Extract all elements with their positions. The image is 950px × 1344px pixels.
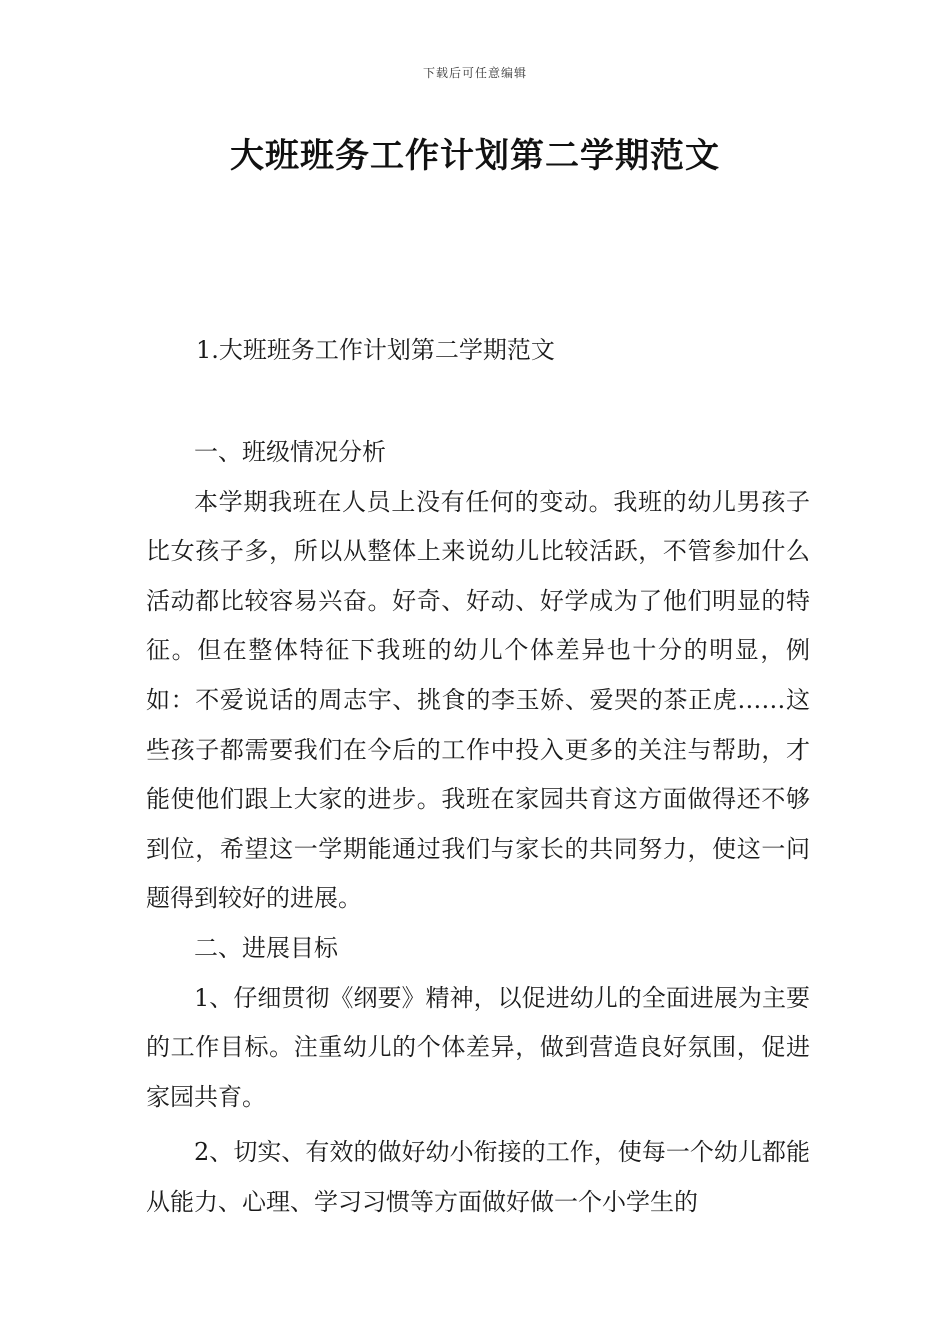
document-body <box>146 428 810 1228</box>
paragraph-goal-1: 1、仔细贯彻《纲要》精神，以促进幼儿的全面进展为主要的工作目标。注重幼儿的个体差异，做到营造良好氛围，促进家园共育。 <box>146 983 810 1111</box>
paragraph-class-analysis: 本学期我班在人员上没有任何的变动。我班的幼儿男孩子比女孩子多，所以从整体上来说幼儿比较活跃，不管参加什么活动都比较容易兴奋。好奇、好动、好学成为了他们明显的特征。但在整体特征下我班的幼儿个体差异也十分的明显，例如：不爱说话的周志宇、挑食的李玉娇、爱哭的茶正虎……这些孩子都需要我们在今后的工作中投入更多的关注与帮助，才能使他们跟上大家的进步。我班在家园共育这方面做得还不够到位，希望这一学期能通过我们与家长的共同努力，使这一问题得到较好的进展。 <box>146 487 810 913</box>
subheading-class-analysis: 一、班级情况分析 <box>194 438 386 466</box>
section-heading: 1.大班班务工作计划第二学期范文 <box>196 336 555 364</box>
subheading-development-goals: 二、进展目标 <box>194 933 338 962</box>
paragraph-goal-2: 2、切实、有效的做好幼小衔接的工作，使每一个幼儿都能从能力、心理、学习习惯等方面做好做一个小学生的 <box>146 1138 810 1216</box>
header-note: 下载后可任意编辑 <box>422 66 527 80</box>
document-title: 大班班务工作计划第二学期范文 <box>230 136 720 176</box>
